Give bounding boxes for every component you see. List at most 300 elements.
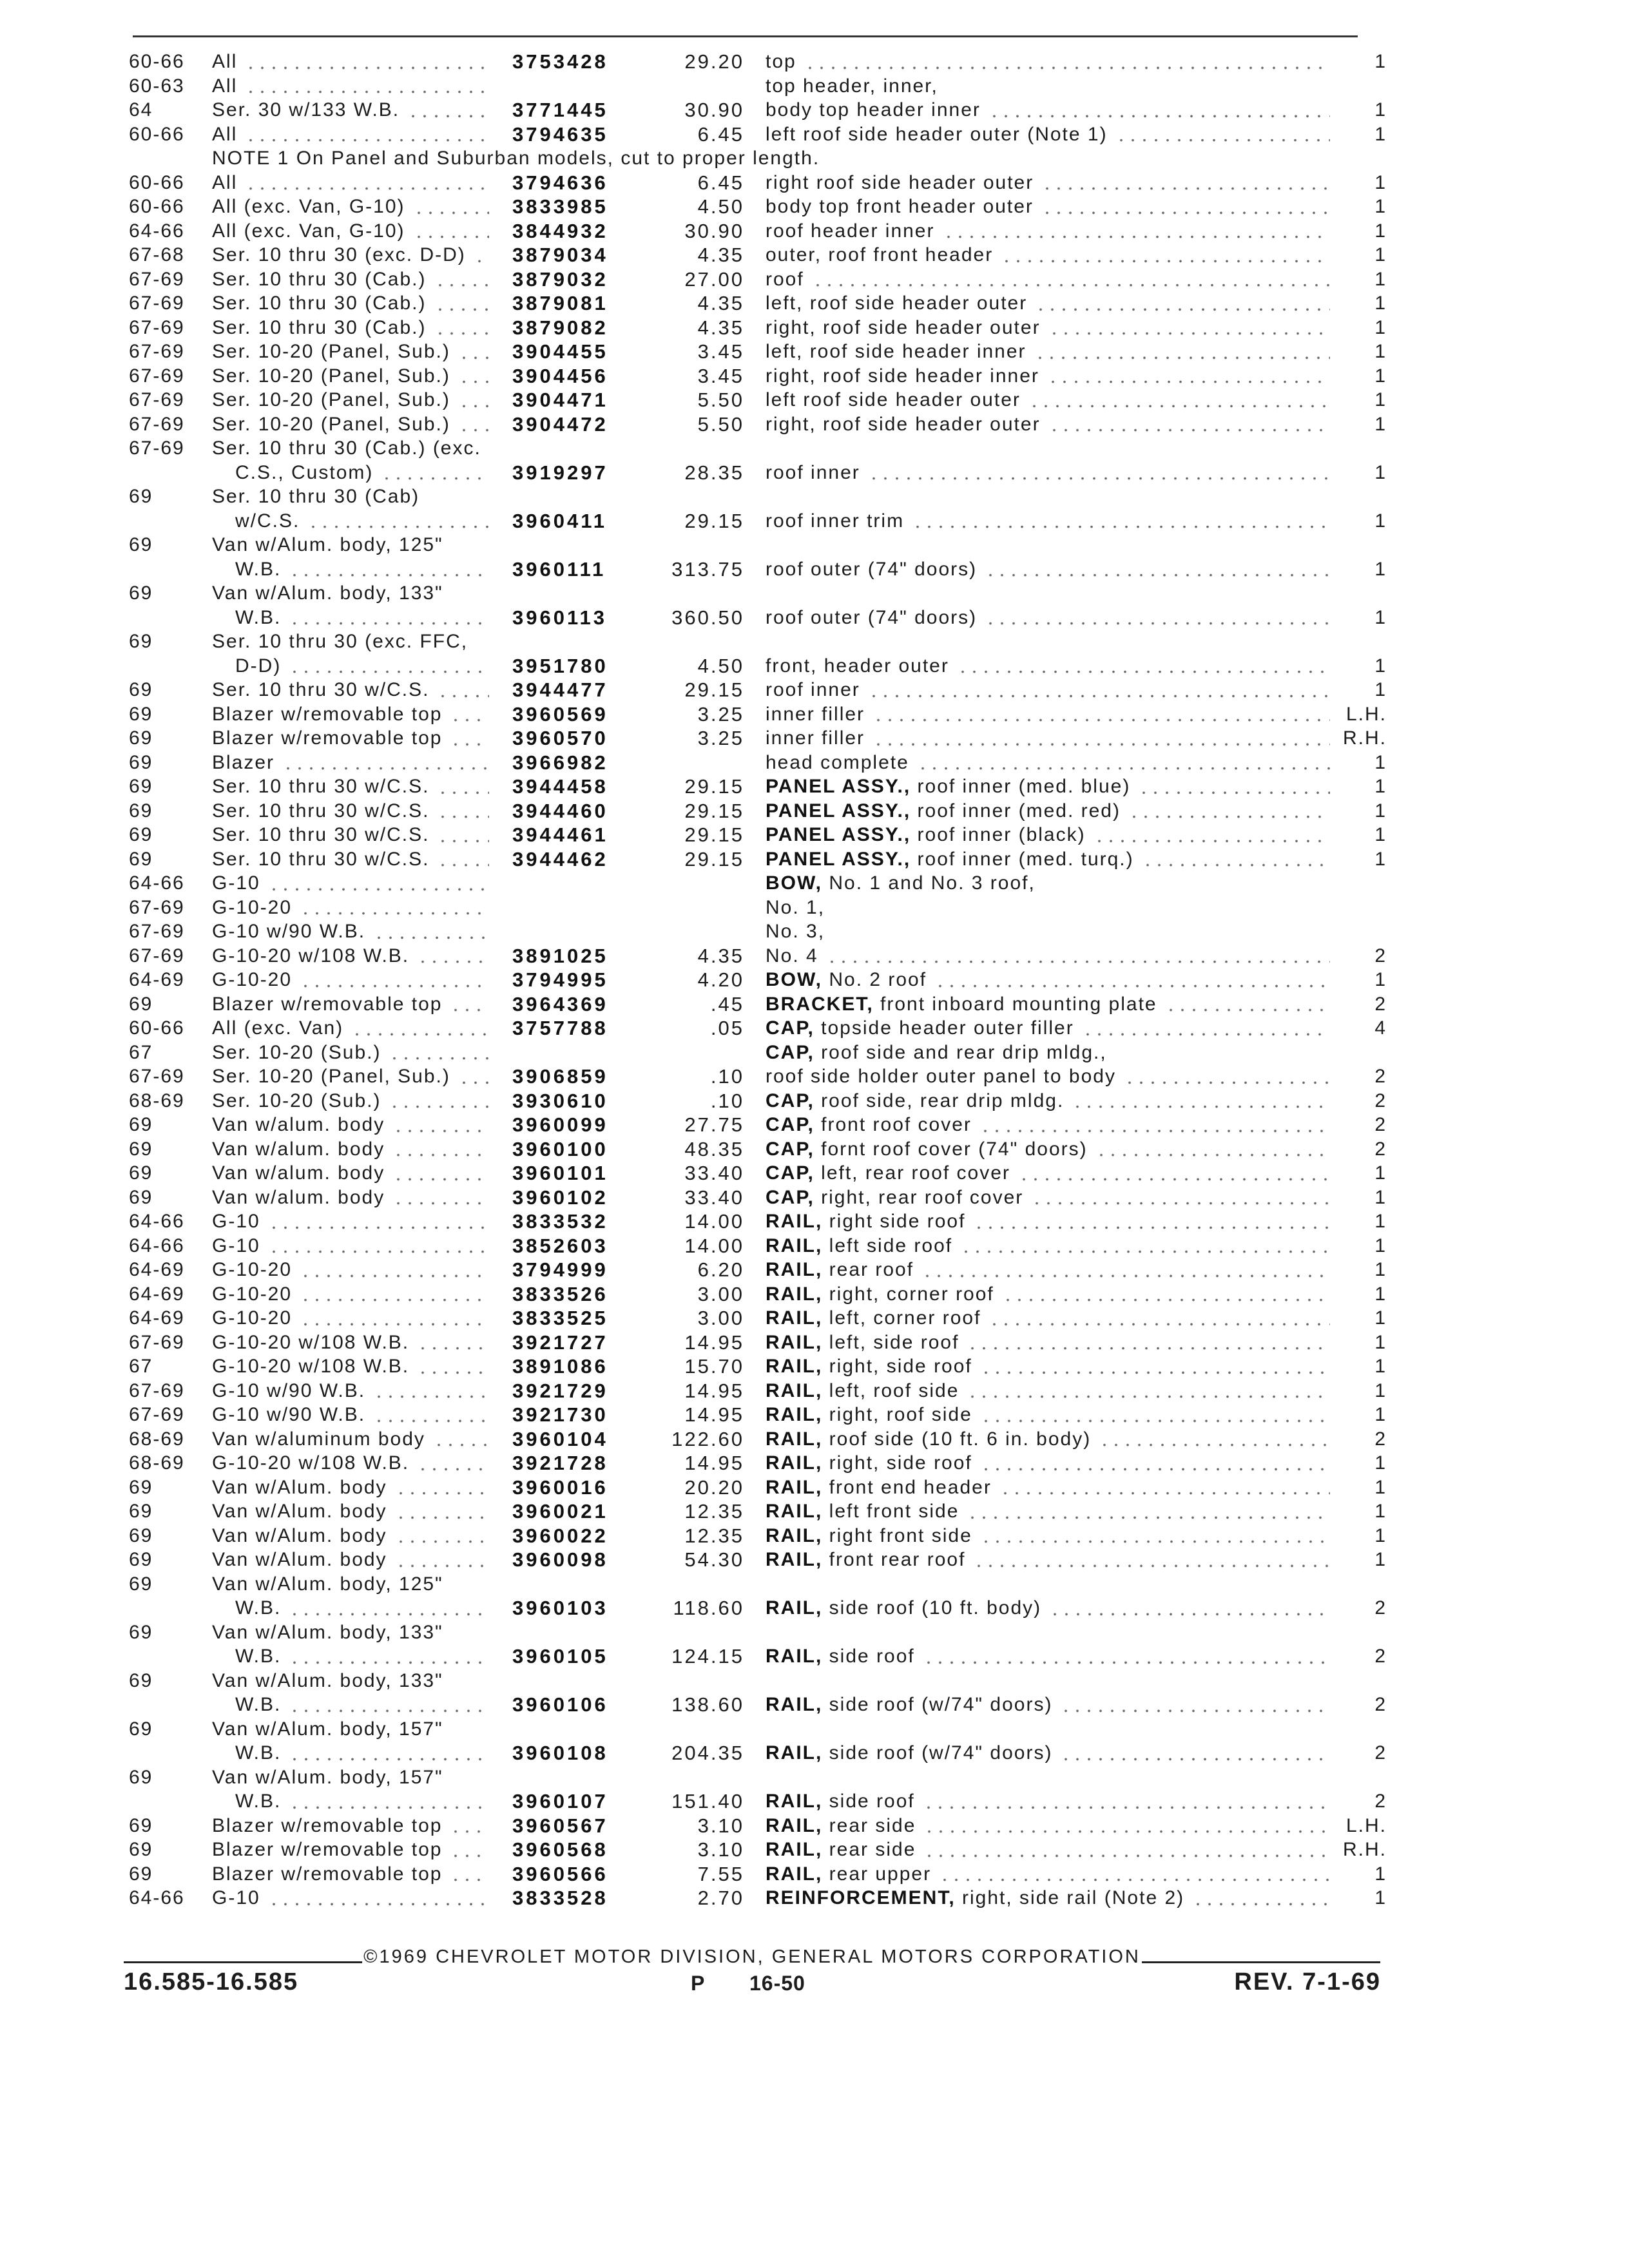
price: 29.15 — [684, 775, 744, 798]
description-cell — [766, 316, 1334, 340]
dot-leader — [980, 1354, 1330, 1379]
description-text: left, rear roof cover — [821, 1162, 1010, 1184]
model-line — [212, 726, 493, 751]
price: 29.15 — [684, 847, 744, 870]
model-line — [212, 1596, 493, 1620]
model-cell — [212, 629, 493, 678]
model-cell — [212, 412, 493, 437]
description — [766, 1282, 994, 1307]
price: 3.45 — [697, 340, 744, 363]
description-text: roof side holder outer panel to body — [766, 1066, 1116, 1087]
year-range: 60-63 — [129, 75, 185, 97]
quantity: 1 — [1374, 220, 1387, 242]
price: 14.95 — [684, 1331, 744, 1354]
year-range: 69 — [129, 1814, 153, 1836]
model-line — [212, 219, 493, 244]
page-number: 16-50 — [749, 1972, 805, 1995]
price: 27.00 — [684, 267, 744, 291]
dot-leader — [450, 1814, 489, 1838]
dot-leader — [1099, 1427, 1330, 1452]
part-row — [0, 823, 1629, 847]
model-line — [212, 485, 493, 509]
price: 3.45 — [697, 364, 744, 387]
model-cell — [212, 1620, 493, 1669]
part-row — [0, 1669, 1629, 1717]
description-text: left front side — [829, 1501, 959, 1522]
model-text: G-10-20 — [212, 969, 293, 990]
description-text: body top front header outer — [766, 196, 1034, 217]
quantity: 1 — [1374, 1863, 1387, 1885]
model-line — [212, 944, 493, 968]
price: 48.35 — [684, 1137, 744, 1160]
quantity: 1 — [1374, 800, 1387, 822]
footer-copyright-line — [124, 1941, 1380, 1966]
dot-leader — [980, 1524, 1330, 1548]
dot-leader — [392, 1186, 489, 1210]
description-text: No. 4 — [766, 945, 818, 966]
dot-leader — [268, 871, 489, 896]
model-line — [212, 751, 493, 775]
dot-leader — [434, 291, 490, 316]
description-text: roof inner — [766, 461, 860, 483]
description-cell — [766, 557, 1334, 582]
model-text: Van w/Alum. body — [212, 1549, 387, 1570]
dot-leader — [917, 751, 1330, 775]
model-text: G-10-20 w/108 W.B. — [212, 1331, 410, 1353]
part-number: 3960567 — [512, 1814, 608, 1837]
model-line — [212, 461, 493, 485]
model-text: Ser. 10-20 (Sub.) — [212, 1090, 381, 1111]
description — [766, 1137, 1088, 1162]
model-cell — [212, 871, 493, 896]
model-text: All (exc. Van) — [212, 1017, 344, 1039]
quantity: 1 — [1374, 606, 1387, 628]
description — [766, 678, 860, 702]
dot-leader — [868, 461, 1330, 485]
quantity: 1 — [1374, 1887, 1387, 1908]
quantity: R.H. — [1343, 727, 1387, 749]
price: 3.10 — [697, 1814, 744, 1837]
price: 14.00 — [684, 1234, 744, 1257]
dot-leader — [934, 968, 1330, 992]
dot-leader — [1048, 316, 1330, 340]
year-range: 67-69 — [129, 1404, 185, 1425]
description-text: outer, roof front header — [766, 244, 994, 265]
dot-leader — [1060, 1741, 1330, 1765]
description — [766, 1693, 1052, 1717]
description-cell — [766, 171, 1334, 195]
model-cell — [212, 1862, 493, 1887]
year-range: 60-66 — [129, 123, 185, 145]
part-keyword: RAIL, — [766, 1742, 823, 1763]
part-number: 3757788 — [512, 1017, 608, 1039]
price: 4.35 — [697, 244, 744, 266]
description-cell — [766, 74, 1334, 99]
quantity: 4 — [1374, 1017, 1387, 1039]
part-number: 3960108 — [512, 1742, 608, 1764]
part-keyword: RAIL, — [766, 1428, 823, 1450]
model-text: G-10-20 w/108 W.B. — [212, 1356, 410, 1377]
description-text: left, roof side header inner — [766, 341, 1027, 362]
description-text: rear side — [829, 1814, 916, 1836]
description-cell — [766, 1379, 1334, 1403]
model-cell — [212, 847, 493, 872]
model-cell — [212, 1499, 493, 1524]
description-cell — [766, 1499, 1334, 1524]
description-cell — [766, 992, 1334, 1017]
description-cell — [766, 1838, 1334, 1862]
dot-leader — [1082, 1016, 1330, 1041]
quantity: 2 — [1374, 1114, 1387, 1135]
model-line — [212, 267, 493, 292]
model-cell — [212, 1475, 493, 1500]
description-text: No. 3, — [766, 921, 825, 942]
model-line — [212, 364, 493, 389]
quantity: 2 — [1374, 1791, 1387, 1812]
part-keyword: BOW, — [766, 969, 822, 990]
dot-leader — [943, 219, 1331, 244]
model-text: Van w/Alum. body — [212, 1501, 387, 1522]
year-range: 69 — [129, 1573, 153, 1595]
dot-leader — [923, 1789, 1330, 1814]
model-cell — [212, 267, 493, 292]
dot-leader — [289, 654, 489, 678]
model-line — [212, 340, 493, 364]
year-range: 64-66 — [129, 1211, 185, 1232]
model-text: Ser. 10-20 (Panel, Sub.) — [212, 389, 450, 410]
dot-leader — [988, 98, 1330, 122]
dot-leader — [289, 1789, 489, 1814]
quantity: 1 — [1374, 655, 1387, 677]
description-text: roof header inner — [766, 220, 935, 242]
year-range: 69 — [129, 1501, 153, 1522]
model-text: G-10-20 — [212, 1283, 293, 1305]
price: 54.30 — [684, 1548, 744, 1571]
description — [766, 751, 909, 775]
description-text: right, roof side — [829, 1404, 972, 1425]
part-number: 3960016 — [512, 1475, 608, 1499]
price: 3.25 — [697, 702, 744, 726]
part-keyword: RAIL, — [766, 1259, 823, 1280]
model-cell — [212, 1572, 493, 1620]
dot-leader — [985, 557, 1330, 582]
part-row — [0, 1089, 1629, 1113]
part-number: 3921728 — [512, 1452, 608, 1474]
part-row — [0, 1209, 1629, 1234]
description-text: left roof side header outer — [766, 389, 1021, 410]
model-text: D-D) — [235, 655, 282, 677]
description-text: roof side and rear drip mldg., — [821, 1041, 1107, 1063]
part-number: 3906859 — [512, 1065, 608, 1088]
description — [766, 992, 1157, 1017]
description-text: right, side roof — [829, 1356, 972, 1377]
part-number: 3833528 — [512, 1887, 608, 1909]
part-row — [0, 412, 1629, 437]
model-line — [212, 919, 493, 944]
dot-leader — [413, 195, 489, 219]
model-line — [212, 1064, 493, 1089]
quantity: 2 — [1374, 993, 1387, 1015]
model-cell — [212, 1838, 493, 1862]
description — [766, 1113, 972, 1137]
model-line — [212, 871, 493, 896]
part-row — [0, 1403, 1629, 1427]
model-line — [212, 436, 493, 461]
year-range: 69 — [129, 1549, 153, 1570]
description-cell — [766, 1548, 1334, 1572]
description — [766, 1741, 1052, 1765]
model-cell — [212, 1379, 493, 1403]
description-cell — [766, 1451, 1334, 1475]
dot-leader — [245, 171, 489, 195]
model-line — [212, 774, 493, 799]
part-number: 3753428 — [512, 50, 608, 73]
description — [766, 1089, 1064, 1113]
model-line — [212, 1403, 493, 1427]
model-text: G-10-20 — [212, 896, 293, 918]
dot-leader — [381, 461, 489, 485]
dot-leader — [434, 316, 490, 340]
model-cell — [212, 1282, 493, 1307]
model-text: G-10 — [212, 1211, 260, 1232]
model-cell — [212, 1765, 493, 1814]
price: 3.00 — [697, 1307, 744, 1329]
description-cell — [766, 509, 1334, 533]
year-range: 69 — [129, 800, 153, 822]
dot-leader — [450, 1838, 489, 1862]
price: 29.15 — [684, 509, 744, 532]
dot-leader — [395, 1475, 489, 1500]
price: 30.90 — [684, 219, 744, 242]
description-cell — [766, 1524, 1334, 1548]
part-row — [0, 388, 1629, 412]
quantity: 1 — [1374, 244, 1387, 265]
model-cell — [212, 1137, 493, 1162]
part-number: 3879082 — [512, 316, 608, 339]
model-line — [212, 1282, 493, 1307]
model-text: Van w/Alum. body — [212, 1524, 387, 1546]
dot-leader — [450, 992, 489, 1017]
year-range: 67-69 — [129, 921, 185, 942]
dot-leader — [300, 1306, 489, 1331]
description — [766, 1403, 972, 1427]
dot-leader — [289, 1644, 489, 1669]
year-range: 64-69 — [129, 1283, 185, 1305]
description-cell — [766, 702, 1334, 727]
quantity: 1 — [1374, 1307, 1387, 1329]
description-cell — [766, 388, 1334, 412]
part-number: 3833532 — [512, 1210, 608, 1233]
description-text: roof outer (74" doors) — [766, 606, 978, 628]
part-keyword: BOW, — [766, 872, 822, 894]
description-text: roof — [766, 268, 804, 290]
part-keyword: RAIL, — [766, 1476, 823, 1498]
year-range: 67-69 — [129, 1331, 185, 1353]
description — [766, 388, 1021, 412]
part-row — [0, 1186, 1629, 1210]
description-text: No. 1, — [766, 896, 825, 918]
price: 33.40 — [684, 1186, 744, 1209]
year-range: 67-69 — [129, 293, 185, 314]
year-range: 69 — [129, 776, 153, 797]
description-cell — [766, 364, 1334, 389]
description-text: inner filler — [766, 703, 865, 725]
part-keyword: RAIL, — [766, 1307, 823, 1329]
dot-leader — [1049, 1596, 1330, 1620]
model-line — [212, 1644, 493, 1669]
part-number: 3960022 — [512, 1524, 608, 1547]
model-cell — [212, 1016, 493, 1041]
dot-leader — [1047, 364, 1330, 389]
part-number: 3794995 — [512, 968, 608, 991]
description-text: front end header — [829, 1476, 992, 1498]
description — [766, 316, 1041, 340]
part-keyword: REINFORCEMENT, — [766, 1887, 956, 1908]
description — [766, 968, 927, 992]
description-cell — [766, 1331, 1334, 1355]
dot-leader — [434, 267, 490, 292]
description — [766, 1209, 965, 1234]
description-text: right roof side header outer — [766, 171, 1034, 193]
part-keyword: CAP, — [766, 1186, 815, 1208]
year-range: 60-66 — [129, 171, 185, 193]
description-cell — [766, 1886, 1334, 1910]
model-line — [212, 1258, 493, 1282]
part-keyword: CAP, — [766, 1041, 815, 1063]
model-text: Ser. 10 thru 30 (Cab.) — [212, 293, 427, 314]
model-line — [212, 702, 493, 727]
dot-leader — [1142, 847, 1330, 872]
quantity: 1 — [1374, 679, 1387, 700]
part-number: 3960104 — [512, 1427, 608, 1450]
dot-leader — [967, 1499, 1330, 1524]
part-number: 3879081 — [512, 292, 608, 314]
quantity: L.H. — [1345, 703, 1387, 725]
model-line — [212, 412, 493, 437]
description — [766, 606, 977, 630]
part-number: 3921729 — [512, 1379, 608, 1402]
part-row — [0, 968, 1629, 992]
description-text: right, roof side header inner — [766, 365, 1039, 387]
quantity: 1 — [1374, 316, 1387, 338]
quantity: 1 — [1374, 1501, 1387, 1522]
year-range: 67-69 — [129, 389, 185, 410]
model-text: Van w/Alum. body — [212, 1476, 387, 1498]
part-row — [0, 1717, 1629, 1765]
dot-leader — [433, 1427, 489, 1452]
dot-leader — [812, 267, 1330, 292]
part-number: 3960099 — [512, 1113, 608, 1136]
part-number: 3852603 — [512, 1234, 608, 1257]
price: 15.70 — [684, 1355, 744, 1378]
dot-leader — [980, 1451, 1330, 1475]
model-line — [212, 1789, 493, 1814]
description-cell — [766, 1596, 1334, 1620]
model-line — [212, 606, 493, 630]
description-text: No. 2 roof — [829, 969, 927, 990]
dot-leader — [868, 678, 1330, 702]
description — [766, 122, 1108, 147]
model-text: Van w/Alum. body, 157" — [212, 1718, 443, 1740]
description-cell — [766, 774, 1334, 799]
description-text: right, roof side header outer — [766, 413, 1041, 435]
quantity: 1 — [1374, 365, 1387, 387]
dot-leader — [300, 896, 489, 920]
description-text: left, roof side header outer — [766, 293, 1028, 314]
part-keyword: RAIL, — [766, 1501, 823, 1522]
model-cell — [212, 388, 493, 412]
part-number: 3960113 — [512, 606, 607, 629]
part-number: 3879034 — [512, 244, 608, 266]
price: 12.35 — [684, 1500, 744, 1523]
model-line — [212, 1765, 493, 1790]
model-cell — [212, 702, 493, 727]
model-text: Ser. 10 thru 30 w/C.S. — [212, 679, 430, 700]
year-range: 68-69 — [129, 1452, 185, 1474]
part-row — [0, 1258, 1629, 1282]
part-number: 3879032 — [512, 267, 608, 291]
part-row — [0, 1234, 1629, 1258]
description — [766, 726, 865, 751]
model-text: w/C.S. — [235, 510, 300, 532]
part-keyword: PANEL ASSY., — [766, 800, 911, 822]
model-line — [212, 1113, 493, 1137]
description-cell — [766, 195, 1334, 219]
part-row — [0, 243, 1629, 267]
model-line — [212, 1693, 493, 1717]
part-row — [0, 1016, 1629, 1041]
description-cell — [766, 1306, 1334, 1331]
dot-leader — [967, 1331, 1330, 1355]
dot-leader — [1041, 195, 1330, 219]
description — [766, 509, 904, 533]
model-cell — [212, 485, 493, 533]
description-cell — [766, 1089, 1334, 1113]
price: 138.60 — [671, 1693, 744, 1716]
description-text: front inboard mounting plate — [880, 993, 1157, 1015]
price: .45 — [710, 992, 744, 1015]
price: 6.45 — [697, 122, 744, 146]
model-line — [212, 1838, 493, 1862]
model-text: Ser. 10 thru 30 (Cab.) — [212, 316, 427, 338]
part-row — [0, 267, 1629, 292]
year-range: 69 — [129, 993, 153, 1015]
part-row — [0, 74, 1629, 99]
description — [766, 243, 993, 267]
description-cell — [766, 1693, 1334, 1717]
part-keyword: PANEL ASSY., — [766, 848, 911, 870]
price: 4.50 — [697, 654, 744, 677]
part-number: 3921727 — [512, 1331, 608, 1354]
quantity: 1 — [1374, 1452, 1387, 1474]
description — [766, 919, 825, 944]
model-line — [212, 388, 493, 412]
price: 7.55 — [697, 1862, 744, 1885]
model-text: Blazer w/removable top — [212, 1814, 443, 1836]
part-keyword: RAIL, — [766, 1791, 823, 1812]
part-keyword: RAIL, — [766, 1863, 823, 1885]
model-cell — [212, 823, 493, 847]
dot-leader — [458, 388, 489, 412]
part-row — [0, 799, 1629, 823]
dot-leader — [458, 412, 489, 437]
part-number: 3960101 — [512, 1162, 608, 1184]
part-number: 3960570 — [512, 727, 608, 749]
dot-leader — [373, 919, 489, 944]
model-line — [212, 847, 493, 872]
description-cell — [766, 1234, 1334, 1258]
footer-rule-right — [1142, 1961, 1380, 1963]
